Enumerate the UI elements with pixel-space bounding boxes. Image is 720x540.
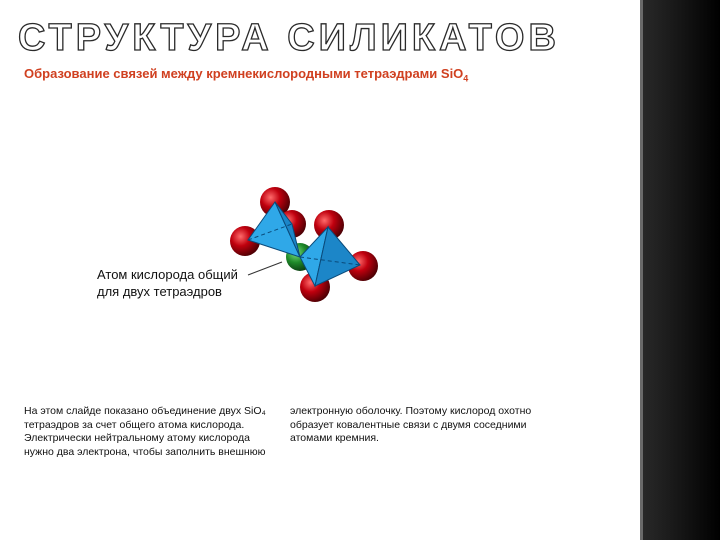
body-line: Электрически нейтральному атому кислорода [24, 432, 250, 444]
slide-title [18, 6, 618, 62]
subtitle-subscript: 4 [463, 73, 469, 84]
slide-title-text: СТРУКТУРА СИЛИКАТОВ [18, 17, 560, 59]
callout-line-1: Атом кислорода общий [97, 267, 238, 282]
body-line: На этом слайде показано объединение двух SiO₄ [24, 405, 266, 417]
slide-subtitle [24, 66, 468, 84]
body-line: образует ковалентные связи с двумя соседними [290, 418, 527, 431]
callout-line-2: для двух тетраэдров [97, 284, 222, 299]
body-line: электронную оболочку. Поэтому кислород охотно [290, 405, 532, 417]
body-line: атомами кремния. [290, 432, 379, 444]
body-text-left [24, 405, 274, 459]
body-line: нужно два электрона, чтобы заполнить внешнюю [24, 445, 266, 458]
callout-label [97, 266, 257, 300]
subtitle-main: Образование связей между кремнекислородными тетраэдрами SiO [24, 66, 464, 81]
body-line: тетраэдров за счет общего атома кислорода. [24, 418, 245, 431]
decorative-side-bar [640, 0, 720, 540]
body-text-right [290, 405, 550, 446]
